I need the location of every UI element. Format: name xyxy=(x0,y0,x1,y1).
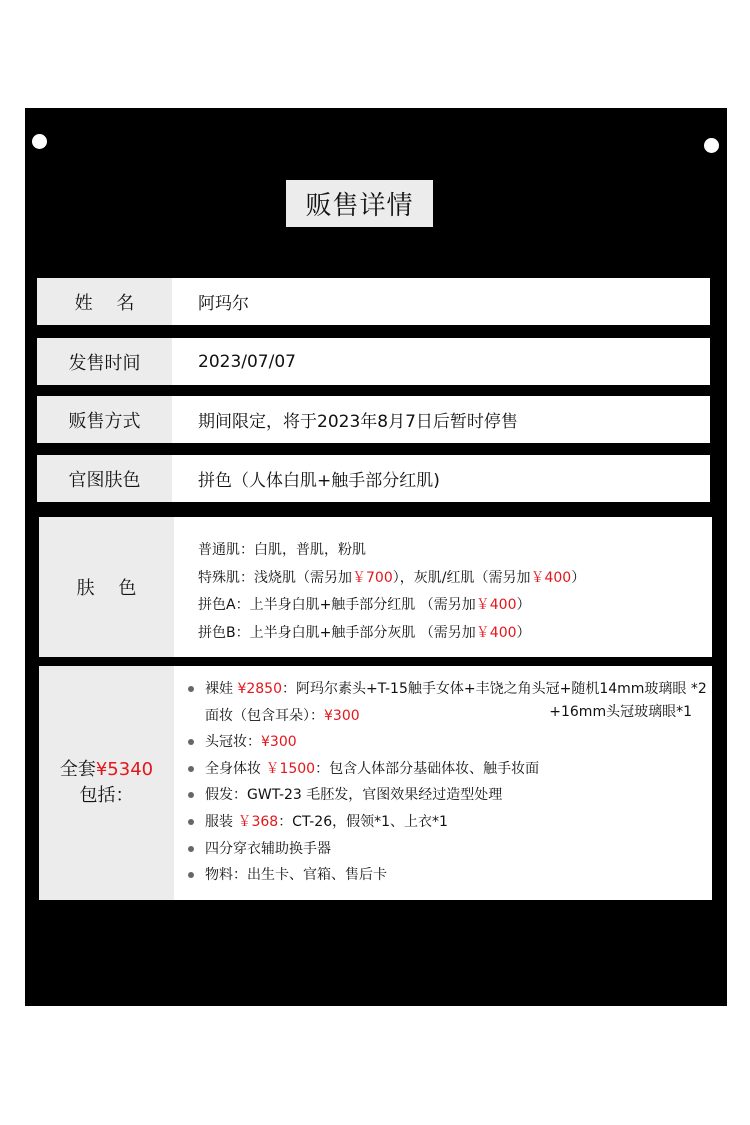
full-set-label: 全套¥5340 包括： xyxy=(39,666,174,900)
row-release xyxy=(37,338,710,385)
full-set-items xyxy=(174,666,712,900)
row-method xyxy=(37,396,710,443)
row-full-set xyxy=(39,666,712,900)
skin-line-special: 特殊肌：浅烧肌（需另加￥700），灰肌/红肌（需另加￥400） xyxy=(198,569,586,586)
row-release-value: 2023/07/07 xyxy=(172,338,710,385)
list-item-body: 全身体妆 ￥1500：包含人体部分基础体妆、触手妆面 xyxy=(188,756,712,783)
list-item-crown: 头冠妆：¥300 xyxy=(188,729,712,756)
bullet-icon xyxy=(188,766,194,772)
list-item-materials: 物料：出生卡、官箱、售后卡 xyxy=(188,862,712,889)
row-official-skin xyxy=(37,455,710,502)
list-item-tool: 四分穿衣辅助换手器 xyxy=(188,836,712,863)
pin-hole-right xyxy=(704,138,719,153)
list-item-makeup: 面妆（包含耳朵）：¥300 xyxy=(205,707,360,724)
row-release-label: 发售时间 xyxy=(37,338,172,385)
skin-line-mix-a: 拼色A：上半身白肌+触手部分红肌 （需另加￥400） xyxy=(198,597,531,613)
pin-hole-left xyxy=(32,134,47,149)
row-name-label: 姓 名 xyxy=(37,278,172,325)
list-item-doll: 裸娃 ¥2850：阿玛尔素头+T-15触手女体+丰饶之角头冠+随机14mm玻璃眼 *2 xyxy=(188,676,712,703)
row-official-skin-value: 拼色（人体白肌+触手部分红肌) xyxy=(172,455,710,502)
skin-line-mix-b: 拼色B：上半身白肌+触手部分灰肌 （需另加￥400） xyxy=(198,624,531,641)
list-item-doll-extra: +16mm头冠玻璃眼*1 xyxy=(549,704,692,720)
row-method-value: 期间限定，将于2023年8月7日后暂时停售 xyxy=(172,396,710,443)
row-official-skin-label: 官图肤色 xyxy=(37,455,172,502)
bullet-icon xyxy=(188,846,194,852)
skin-options xyxy=(174,517,712,657)
bullet-icon xyxy=(188,739,194,745)
list-item-wig: 假发：GWT-23 毛胚发，官图效果经过造型处理 xyxy=(188,782,712,809)
row-skin-label: 肤 色 xyxy=(39,517,174,657)
list-item-outfit: 服装 ￥368：CT-26，假领*1、上衣*1 xyxy=(188,809,712,836)
row-name-value: 阿玛尔 xyxy=(172,278,710,325)
skin-line-normal: 普通肌：白肌，普肌，粉肌 xyxy=(198,542,366,558)
bullet-icon xyxy=(188,686,194,692)
row-skin xyxy=(39,517,712,657)
row-method-label: 贩售方式 xyxy=(37,396,172,443)
bullet-icon xyxy=(188,792,194,798)
bullet-icon xyxy=(188,872,194,878)
sales-board xyxy=(25,108,727,1006)
row-name xyxy=(37,278,710,325)
bullet-icon xyxy=(188,819,194,825)
page-title: 贩售详情 xyxy=(286,180,433,227)
